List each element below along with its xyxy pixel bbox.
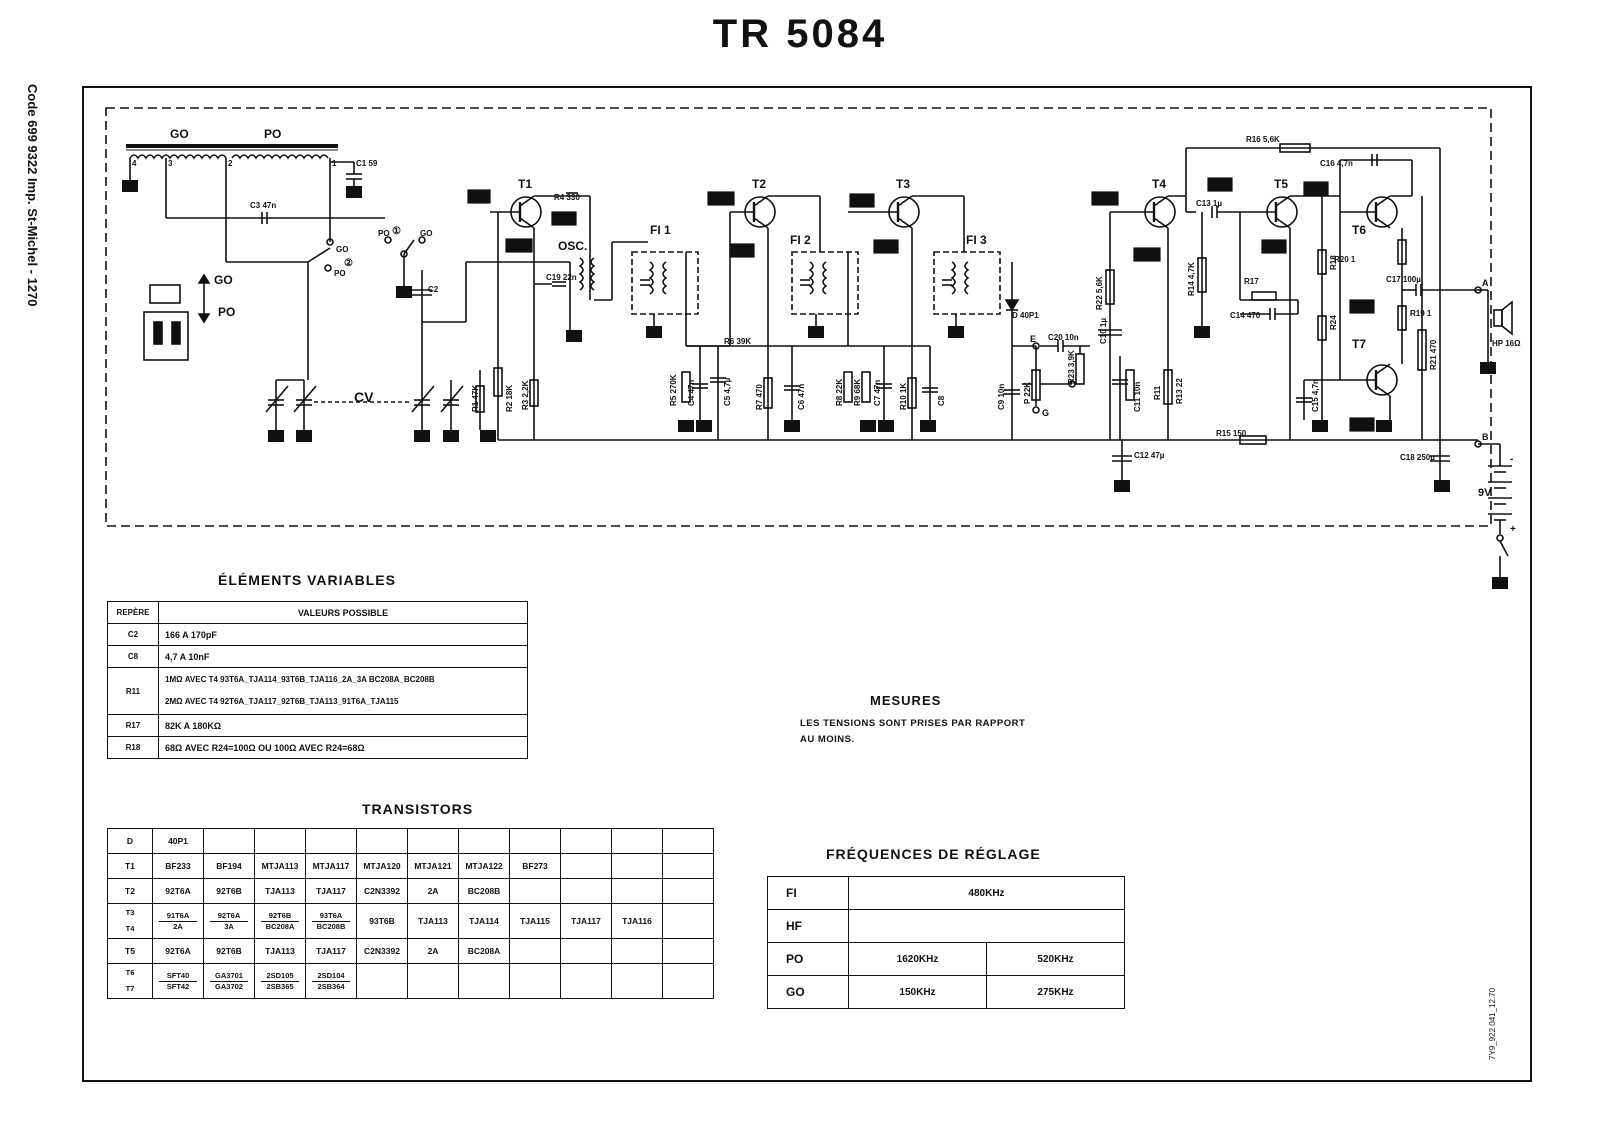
table-header	[108, 602, 528, 624]
r15-label: R15 150	[1216, 429, 1247, 438]
r7-label: R7 470	[755, 384, 764, 410]
band-switch	[308, 218, 425, 286]
table-cell-line: 2SD105	[261, 971, 299, 982]
table-cell	[306, 904, 357, 939]
battery-minus: -	[1510, 454, 1514, 465]
table-cell	[663, 854, 714, 879]
table-cell	[306, 829, 357, 854]
table-row	[108, 668, 528, 715]
table-row	[108, 624, 528, 646]
t7-label: T7	[1352, 337, 1367, 351]
r1-label: R1 47K	[471, 384, 480, 412]
table-cell	[408, 964, 459, 999]
table-cell	[663, 939, 714, 964]
c12-label: C12 47µ	[1134, 451, 1165, 460]
table-cell	[153, 904, 204, 939]
table-row	[768, 976, 1125, 1009]
freq-value	[849, 910, 1125, 943]
table-cell: BF194	[204, 854, 255, 879]
freq-value: 480KHz	[849, 877, 1125, 910]
table-row	[108, 939, 714, 964]
table-cell-line: GA3701	[210, 971, 248, 982]
table-cell: C2N3392	[357, 879, 408, 904]
table-cell: MTJA117	[306, 854, 357, 879]
page-title: TR 5084	[712, 12, 888, 56]
r3-label: R3 2,2K	[521, 380, 530, 410]
coil-pin: 1	[332, 159, 337, 168]
voltage-t3-collector: 2,4	[854, 197, 866, 206]
c5-label: C5 4,7µ	[723, 377, 732, 406]
table-cell: 2A	[408, 939, 459, 964]
variables-title: ÉLÉMENTS VARIABLES	[218, 572, 396, 588]
freq-value: 275KHz	[987, 976, 1125, 1009]
t3-label: T3	[896, 177, 911, 191]
c16-label: C16 4,7n	[1320, 159, 1353, 168]
table-cell	[561, 964, 612, 999]
row-key: T2	[108, 879, 153, 904]
freq-value: 520KHz	[987, 943, 1125, 976]
table-cell: BF233	[153, 854, 204, 879]
t4-label: T4	[1152, 177, 1167, 191]
table-cell	[561, 854, 612, 879]
table-cell: MTJA121	[408, 854, 459, 879]
table-cell	[408, 829, 459, 854]
c19-label: C19 22n	[546, 273, 577, 282]
table-cell	[510, 829, 561, 854]
t2-label: T2	[752, 177, 767, 191]
row-key: T5	[108, 939, 153, 964]
table-cell: C2N3392	[357, 939, 408, 964]
po-label: PO	[264, 127, 282, 141]
go-label: GO	[170, 127, 189, 141]
table-cell	[561, 879, 612, 904]
table-cell	[459, 829, 510, 854]
table-cell-line: 92T6A	[210, 911, 248, 922]
cv-label: CV	[354, 389, 374, 405]
table-cell: TJA116	[612, 904, 663, 939]
c4-label: C4 47n	[687, 379, 696, 406]
r2-label: R2 18K	[505, 384, 514, 412]
table-cell	[255, 829, 306, 854]
r8-label: R8 22K	[835, 378, 844, 406]
document-reference: 7Y9_922 041_12.70	[1488, 987, 1497, 1060]
table-cell	[204, 964, 255, 999]
r10-label: R10 1K	[899, 382, 908, 410]
voltage-t1-emitter: 2,25	[509, 242, 525, 251]
table-cell: BC208A	[459, 939, 510, 964]
table-row	[768, 910, 1125, 943]
table-cell	[255, 964, 306, 999]
table-cell	[663, 829, 714, 854]
row-value	[159, 668, 528, 715]
coil-pin: 4	[132, 159, 137, 168]
table-cell	[510, 879, 561, 904]
table-row	[108, 964, 714, 999]
table-cell: TJA117	[306, 879, 357, 904]
hp-label: HP 16Ω	[1492, 339, 1521, 348]
if-transformer-fi2	[792, 252, 858, 346]
row-key: R11	[108, 668, 159, 715]
terminal-b: B	[1482, 432, 1489, 442]
r20-label: R20 1	[1334, 255, 1356, 264]
table-row	[108, 715, 528, 737]
table-cell: TJA115	[510, 904, 561, 939]
coil-pin: 3	[168, 159, 173, 168]
table-row	[108, 854, 714, 879]
r18-label: R18	[1329, 255, 1338, 270]
osc-label: OSC.	[558, 239, 588, 253]
table-cell: TJA114	[459, 904, 510, 939]
c18-label: C18 250µ	[1400, 453, 1435, 462]
table-cell-line: 2A	[173, 921, 183, 931]
c10-label: C10 1µ	[1099, 318, 1108, 344]
table-cell-line: SFT42	[166, 981, 190, 991]
c3-label: C3 47n	[250, 201, 277, 210]
table-cell-line: GA3702	[215, 981, 243, 991]
table-cell	[510, 964, 561, 999]
table-cell-line: BC208A	[265, 921, 295, 931]
battery-label: 9V	[1478, 487, 1492, 499]
terminal-a: A	[1482, 278, 1489, 288]
switch-label: ①	[392, 226, 401, 237]
row-key: T1	[108, 854, 153, 879]
table-row	[108, 879, 714, 904]
r21-label: R21 470	[1429, 339, 1438, 370]
mesures-text: LES TENSIONS SONT PRISES PAR RAPPORT AU MOINS.	[800, 718, 1026, 745]
table-cell-line: BC208B	[316, 921, 346, 931]
variables-table	[107, 601, 528, 759]
c7-label: C7 47n	[873, 379, 882, 406]
table-cell: BC208B	[459, 879, 510, 904]
freq-value: 150KHz	[849, 976, 987, 1009]
pot-label: P 22K	[1023, 381, 1032, 404]
table-cell: TJA113	[408, 904, 459, 939]
voltage-t4-collector: 5,4	[1212, 181, 1224, 190]
row-key: R18	[108, 737, 159, 759]
table-cell	[612, 964, 663, 999]
switch-illustration	[144, 275, 209, 360]
c14-label: C14 470	[1230, 311, 1261, 320]
table-cell	[663, 904, 714, 939]
table-cell	[357, 829, 408, 854]
voltage-t4-emitter: 0,85	[1137, 251, 1153, 260]
voltage-t4-base: 1,35	[1095, 195, 1111, 204]
freq-key: GO	[768, 976, 849, 1009]
table-row	[108, 904, 714, 939]
row-key: T6 T7	[108, 964, 153, 999]
r17-label: R17	[1244, 277, 1259, 286]
r24-label: R24	[1329, 315, 1338, 330]
side-code: Code 699 9322 Imp. St-Michel - 1270	[25, 84, 40, 307]
freq-key: PO	[768, 943, 849, 976]
r16-label: R16 5,6K	[1246, 135, 1280, 144]
table-cell-line: SFT40	[159, 971, 197, 982]
table-cell	[306, 964, 357, 999]
c13-label: C13 1µ	[1196, 199, 1222, 208]
t5-label: T5	[1274, 177, 1289, 191]
table-cell	[612, 829, 663, 854]
row-key: T3 T4	[108, 904, 153, 939]
t6-label: T6	[1352, 223, 1367, 237]
voltage-t2-emitter: 1,2	[734, 247, 746, 256]
frequences-table	[767, 876, 1125, 1009]
table-cell: 92T6A	[153, 939, 204, 964]
fi1-label: FI 1	[650, 223, 671, 237]
table-cell	[561, 939, 612, 964]
frequences-title: FRÉQUENCES DE RÉGLAGE	[826, 846, 1041, 862]
table-cell: TJA113	[255, 939, 306, 964]
if-transformer-fi3	[934, 252, 1000, 326]
header-value: VALEURS POSSIBLE	[159, 602, 528, 624]
table-cell-line: 93T6A	[312, 911, 350, 922]
table-cell	[663, 879, 714, 904]
row-key: D	[108, 829, 153, 854]
table-cell	[663, 964, 714, 999]
r14-label: R14 4,7K	[1187, 262, 1196, 296]
table-row	[108, 646, 528, 668]
table-cell: 2A	[408, 879, 459, 904]
table-cell	[459, 964, 510, 999]
switch-po-label: PO	[218, 305, 236, 319]
table-cell: 40P1	[153, 829, 204, 854]
table-cell-line: 92T6B	[261, 911, 299, 922]
c15-label: C15 4,7n	[1311, 379, 1320, 412]
freq-key: HF	[768, 910, 849, 943]
r6-label: R6 39K	[724, 337, 752, 346]
table-cell-line: 2SB364	[317, 981, 345, 991]
terminal-e: E	[1030, 334, 1037, 344]
table-cell	[204, 829, 255, 854]
transistors-title: TRANSISTORS	[362, 801, 474, 817]
ground-rail	[498, 436, 1478, 480]
table-row	[768, 877, 1125, 910]
if-transformer-fi1	[632, 252, 698, 346]
table-cell	[612, 939, 663, 964]
table-cell-line: 2SD104	[312, 971, 350, 982]
voltage-t1-collector: 8,8	[556, 215, 568, 224]
table-cell	[255, 904, 306, 939]
row-key: R17	[108, 715, 159, 737]
r11-label: R11	[1153, 385, 1162, 400]
c2-label: C2	[428, 285, 439, 294]
header-key: REPÈRE	[108, 602, 159, 624]
r9-label: R9 68K	[853, 378, 862, 406]
freq-key: FI	[768, 877, 849, 910]
table-row	[108, 737, 528, 759]
c20-label: C20 10n	[1048, 333, 1079, 342]
board-frame	[106, 108, 1491, 526]
fi2-label: FI 2	[790, 233, 811, 247]
table-cell	[204, 904, 255, 939]
voltage-t2-collector: 1,65	[711, 195, 727, 204]
table-cell: 93T6B	[357, 904, 408, 939]
r4-label: R4 330	[554, 193, 580, 202]
r13-label: R13 22	[1175, 378, 1184, 404]
transistors-table	[107, 828, 714, 999]
table-row	[108, 829, 714, 854]
c8-label: C8	[937, 395, 946, 406]
table-cell	[561, 829, 612, 854]
table-cell-line: 91T6A	[159, 911, 197, 922]
battery-9v	[1478, 444, 1512, 577]
switch-label: PO	[334, 269, 346, 278]
battery-plus: +	[1510, 524, 1516, 535]
table-cell: 92T6B	[204, 879, 255, 904]
fi3-label: FI 3	[966, 233, 987, 247]
table-cell	[612, 879, 663, 904]
speaker-hp	[1478, 290, 1512, 362]
antenna-coil	[126, 146, 362, 262]
voltage-midpoint: 4,4	[1354, 303, 1366, 312]
table-cell: 92T6A	[153, 879, 204, 904]
terminal-g: G	[1042, 408, 1050, 418]
row-key: C8	[108, 646, 159, 668]
table-cell: TJA117	[561, 904, 612, 939]
coil-pin: 2	[228, 159, 233, 168]
r22-label: R22 5,6K	[1095, 276, 1104, 310]
row-value-line: 1MΩ AVEC T4 93T6A_TJA114_93T6B_TJA116_2A_3A BC208A_BC208B	[165, 675, 435, 684]
table-cell: MTJA120	[357, 854, 408, 879]
r19-label: R19 1	[1410, 309, 1432, 318]
table-cell-line: 2SB365	[266, 981, 294, 991]
c6-label: C6 47n	[797, 383, 806, 410]
freq-value: 1620KHz	[849, 943, 987, 976]
row-value: 4,7 A 10nF	[159, 646, 528, 668]
voltage-t5-collector: 4,3	[1308, 185, 1320, 194]
table-cell: 92T6B	[204, 939, 255, 964]
table-cell	[510, 939, 561, 964]
row-value-line: 2MΩ AVEC T4 92T6A_TJA117_92T6B_TJA113_91T6A_TJA115	[165, 697, 399, 706]
table-cell: TJA113	[255, 879, 306, 904]
switch-label: GO	[336, 245, 349, 254]
row-key: C2	[108, 624, 159, 646]
table-cell	[153, 964, 204, 999]
table-cell	[612, 854, 663, 879]
table-cell: MTJA122	[459, 854, 510, 879]
table-cell: MTJA113	[255, 854, 306, 879]
oscillator-coil	[534, 196, 648, 330]
table-cell-line: 3A	[224, 921, 234, 931]
row-value: 68Ω AVEC R24=100Ω OU 100Ω AVEC R24=68Ω	[159, 737, 528, 759]
c11-label: C11 10n	[1133, 381, 1142, 412]
switch-go-label: GO	[214, 273, 233, 287]
voltage-t5-emitter: 0,7	[1266, 243, 1278, 252]
mesures-title: MESURES	[870, 693, 942, 708]
voltage-t3-emitter: 1,9	[878, 243, 890, 252]
voltage-t7-emitter: 4,5	[1354, 421, 1366, 430]
r23-label: R23 3,9K	[1067, 350, 1076, 384]
switch-label: ②	[344, 258, 353, 269]
row-value: 166 A 170pF	[159, 624, 528, 646]
table-cell: BF273	[510, 854, 561, 879]
t1-label: T1	[518, 177, 533, 191]
c9-label: C9 10n	[997, 383, 1006, 410]
voltage-t1-base: 3	[474, 193, 479, 202]
table-cell	[357, 964, 408, 999]
c17-label: C17 100µ	[1386, 275, 1421, 284]
switch-label: PO	[378, 229, 390, 238]
table-cell: TJA117	[306, 939, 357, 964]
diode-label: D 40P1	[1012, 311, 1039, 320]
r5-label: R5 270K	[669, 374, 678, 406]
row-value: 82K A 180KΩ	[159, 715, 528, 737]
table-row	[768, 943, 1125, 976]
switch-label: GO	[420, 229, 433, 238]
transistor-t7	[1340, 364, 1397, 420]
c1-label: C1 59	[356, 159, 378, 168]
